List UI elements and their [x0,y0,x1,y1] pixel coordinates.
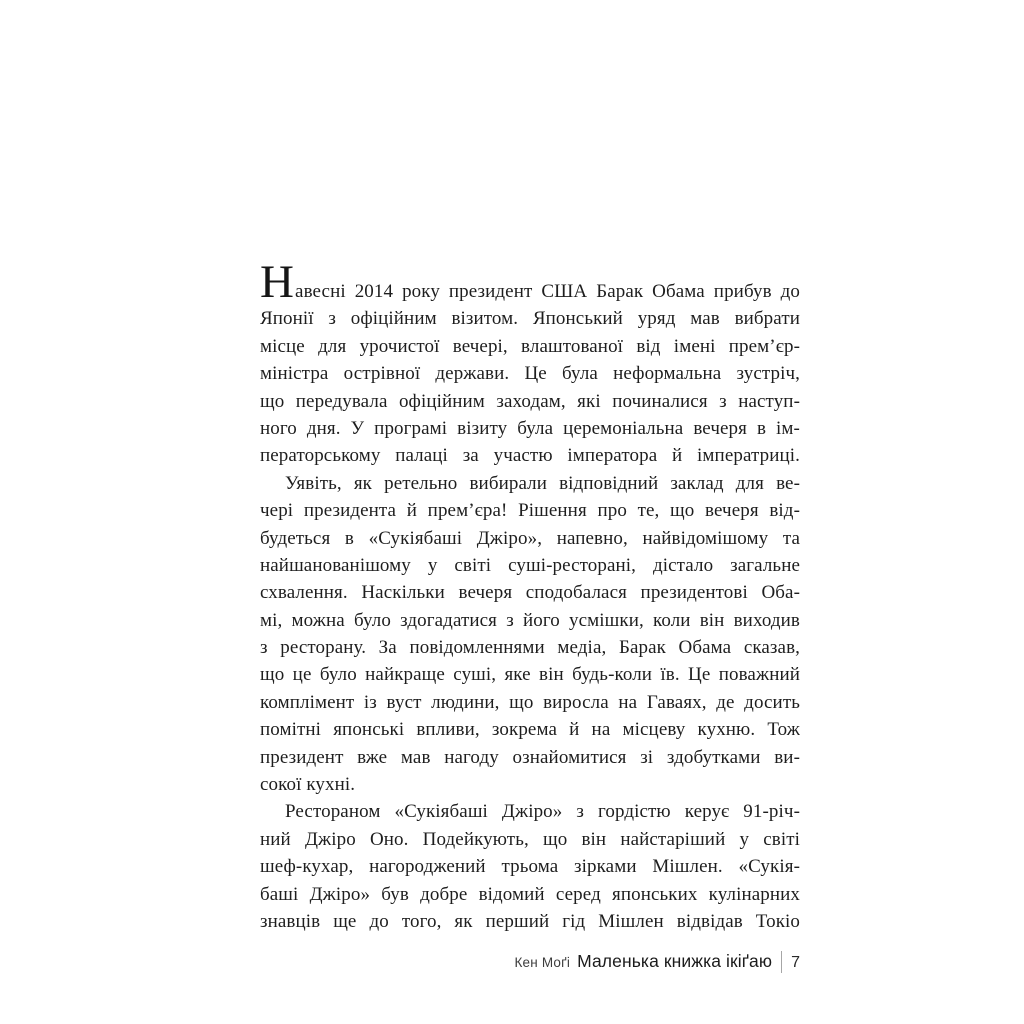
text-line: помітні японські впливи, зокрема й на місцеву кухню. Тож [260,719,800,741]
footer-author-name: Кен Моґі [514,955,571,970]
text-line: Навесні 2014 року президент США Барак Обама прибув до [260,256,800,308]
paragraph [260,470,800,799]
paragraph [260,798,800,935]
text-line: ного дня. У програмі візиту була церемоніальна вечеря в ім- [260,417,800,439]
text-line: схвалення. Наскільки вечеря сподобалася президентові Оба- [260,582,800,604]
text-line: комплімент із вуст людини, що виросла на Гаваях, де досить [260,691,800,713]
text-line: будеться в «Сукіябаші Джіро», напевно, найвідомішому та [260,527,800,549]
text-line: сокої кухні. [260,774,356,796]
paragraph [260,256,800,470]
text-line: найшанованішому у світі суші-ресторані, дістало загальне [260,554,800,576]
text-line: Уявіть, як ретельно вибирали відповідний заклад для ве- [285,472,800,494]
text-line: з ресторану. За повідомленнями медіа, Барак Обама сказав, [260,637,800,659]
text-line: ператорському палаці за участю імператора й імператриці. [260,445,800,467]
page-footer [514,951,800,973]
text-line: шеф-кухар, нагороджений трьома зірками Мішлен. «Сукія- [260,856,800,878]
text-line: баші Джіро» був добре відомий серед японських кулінарних [260,883,800,905]
footer-page-number: 7 [791,954,800,971]
text-block [260,256,800,935]
text-line: що це було найкраще суші, яке він будь-коли їв. Це поважний [260,664,800,686]
text-line: мі, можна було здогадатися з його усмішки, коли він виходив [260,609,800,631]
text-line: знавців ще до того, як перший гід Мішлен відвідав Токіо [260,910,800,932]
text-line: чері президента й прем’єра! Рішення про те, що вечеря від- [260,500,800,522]
text-line: Рестораном «Сукіябаші Джіро» з гордістю керує 91-річ- [285,801,800,823]
drop-cap-letter: Н [260,256,295,308]
text-line: що передувала офіційним заходам, які починалися з наступ- [260,390,800,412]
footer-divider [781,951,782,973]
text-line: ний Джіро Оно. Подейкують, що він найстаріший у світі [260,828,800,850]
footer-book-title: Маленька книжка ікіґаю [577,951,773,971]
text-line: міністра острівної держави. Це була неформальна зустріч, [260,363,800,385]
text-line: місце для урочистої вечері, влаштованої від імені прем’єр- [260,335,800,357]
text-line: президент вже мав нагоду ознайомитися зі здобутками ви- [260,746,800,768]
text-line: Японії з офіційним візитом. Японський уряд мав вибрати [260,308,800,330]
